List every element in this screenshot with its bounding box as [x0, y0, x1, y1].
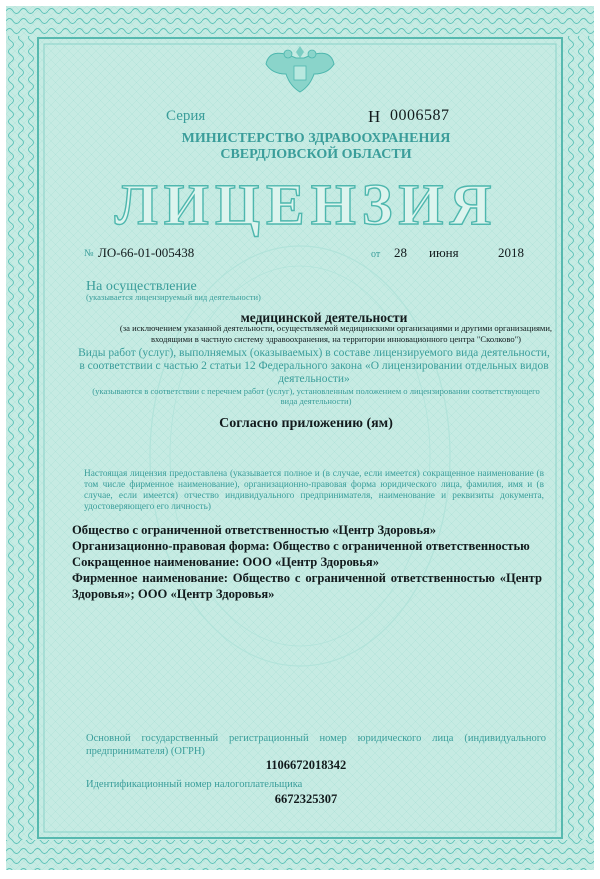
series-letter: Н [368, 107, 381, 126]
license-year: 2018 [498, 245, 524, 260]
inn-value: 6672325307 [274, 792, 338, 806]
organization-brand-name: Фирменное наименование: Общество с ограниченной ответственностью «Центр Здоровья»; ООО «Центр Здоровья» [72, 571, 542, 601]
ogrn-value: 1106672018342 [265, 758, 347, 772]
organization-legal-form: Организационно-правовая форма: Общество с ограниченной ответственностью [72, 539, 530, 553]
activity-label: На осуществление [86, 279, 197, 294]
date-prefix: от [371, 249, 381, 260]
organization-block [72, 522, 542, 602]
number-sign: № [84, 248, 94, 259]
works-description: Виды работ (услуг), выполняемых (оказываемых) в составе лицензируемого вида деятельности, в соответствии с частью 2 статьи 12 Федерального закона «О лицензировании отдельных видов деятельности» [78, 347, 550, 385]
works-hint: (указываются в соответствии с перечнем работ (услуг), установленным положением о лицензировании соответствующего вида деятельности) [92, 386, 540, 406]
license-month: июня [429, 245, 459, 260]
ogrn-label: Основной государственный регистрационный номер юридического лица (индивидуального предпринимателя) (ОГРН) [86, 733, 546, 757]
license-day: 28 [394, 245, 407, 260]
series-label: Серия [166, 108, 206, 124]
inn-label: Идентификационный номер налогоплательщика [86, 779, 303, 790]
granted-to-description: Настоящая лицензия предоставлена (указывается полное и (в случае, если имеется) сокращенное наименование (в том числе фирменное наименование), организационно-правовая форма юридического лица, фамилия, имя и (в случае, если имеется) отчество индивидуального предпринимателя, наименование и реквизиты документа, удостоверяющего его личность) [84, 469, 544, 512]
works-value: Согласно приложению (ям) [219, 416, 393, 431]
activity-value: медицинской деятельности [240, 310, 408, 325]
activity-hint: (указывается лицензируемый вид деятельности) [86, 292, 261, 302]
license-sheet [6, 6, 594, 870]
organization-full-name: Общество с ограниченной ответственностью «Центр Здоровья» [72, 523, 437, 537]
series-number: 0006587 [390, 107, 450, 124]
document-title: ЛИЦЕНЗИЯ [114, 172, 498, 237]
ministry-name: МИНИСТЕРСТВО ЗДРАВООХРАНЕНИЯ СВЕРДЛОВСКОЙ ОБЛАСТИ [181, 131, 451, 162]
organization-short-name: Сокращенное наименование: ООО «Центр Здоровья» [72, 555, 380, 569]
license-number: ЛО-66-01-005438 [98, 245, 195, 260]
activity-exclusion: (за исключением указанной деятельности, осуществляемой медицинскими организациями и другими организациями, входящими в частную систему здравоохранения, на территории инновационного центра "Сколково") [119, 323, 553, 344]
